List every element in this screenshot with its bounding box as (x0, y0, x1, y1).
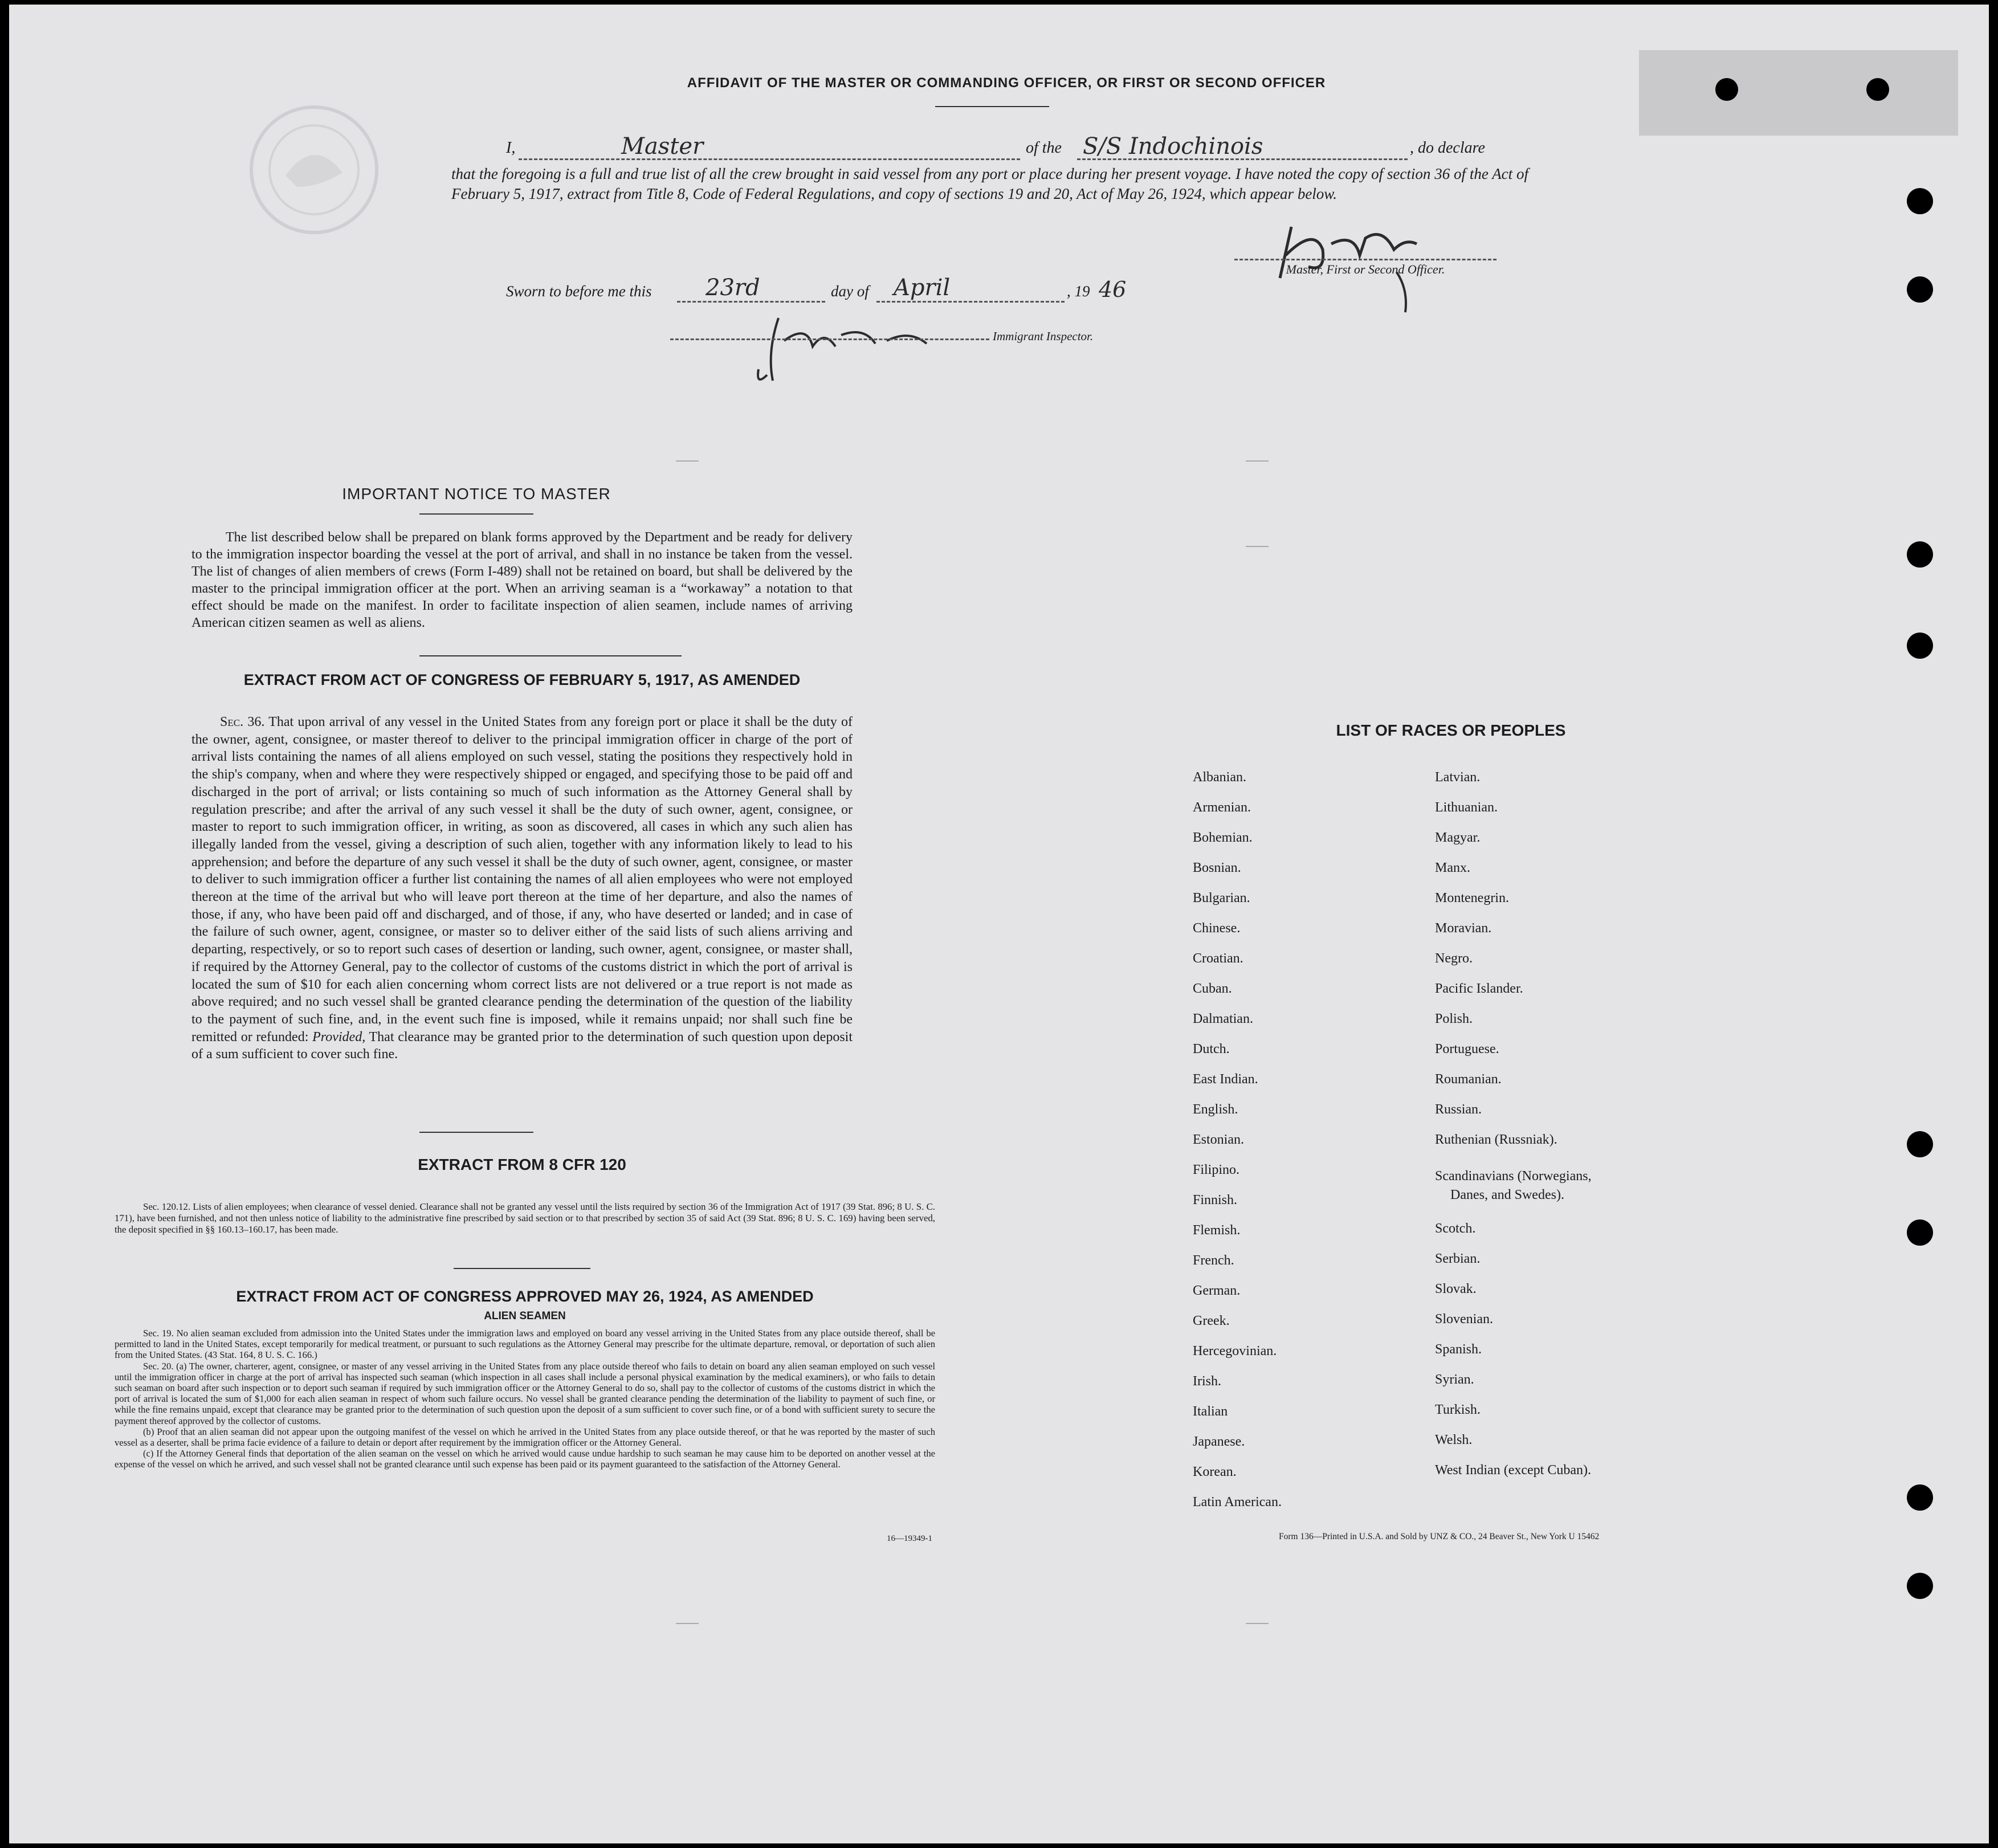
extract-1924-heading: EXTRACT FROM ACT OF CONGRESS APPROVED MAY 26, 1924, AS AMENDED (236, 1288, 814, 1305)
punch-hole (1907, 188, 1933, 214)
race-entry: Dutch. (1193, 1042, 1230, 1056)
stray-mark (676, 460, 699, 462)
race-entry: French. (1193, 1253, 1234, 1268)
race-entry: West Indian (except Cuban). (1435, 1463, 1591, 1478)
vessel-name-field (1077, 133, 1408, 160)
sec-20a-text: Sec. 20. (a) The owner, charterer, agent, consignee, or master of any vessel arriving in the United States from any place outside thereof who fails to detain on board any alien seaman employed on such vessel until the immigration officer in charge at the port of arrival has inspected such seaman (which inspection in all cases shall include a personal physical examination by the medical examiners), or who fails to detain such seaman on board after such inspection or to deport such seaman if required by such immigration officer or the Attorney General to do so, shall pay to the collector of customs of the customs district in which the port of arrival is located the sum of $1,000 for each alien seaman in respect of whom such failure occurs. No vessel shall be granted clearance pending the determination of the liability to payment of such fine, or while the fine remains unpaid, except that clearance may be granted prior to the determination of such question upon the deposit of a sum sufficient to cover such fine, or of a bond with sufficient surety to secure the payment thereof approved by the collector of customs. (115, 1360, 935, 1426)
stray-mark (676, 1623, 699, 1624)
sec-36-label: Sec. 36. (220, 715, 265, 729)
sec-36-text: That upon arrival of any vessel in the United States from any foreign port or place it shall be the duty of the owner, agent, consignee, or master thereof to deliver to the principal immigration officer in charge of the port of arrival lists containing the names of all aliens employed on such vessel, stating the positions they respectively hold in the ship's company, when and where they were respectively shipped or engaged, and specifying those to be paid off and discharged in the port of arrival; or lists containing so much of such information as the Attorney General shall by regulation prescribe; and after the arrival of any such vessel it shall be the duty of such owner, agent, consignee, or master to report to such immigration officer, in writing, as soon as discovered, all cases in which any such alien has illegally landed from the vessel, giving a description of such alien, together with any information likely to lead to his apprehension; and before the departure of any such vessel it shall be the duty of such owner, agent, consignee, or master to deliver to such immigration officer a further list containing the names of all alien employees who were not employed thereon at the time of the arrival but who will leave port thereon at the time of her departure, and also the names of those, if any, who have been paid off and discharged, and of those, if any, who have deserted or landed; and in case of the failure of such owner, agent, consignee, or master so to deliver either of the said lists of such aliens arriving and departing, respectively, or so to report such cases of desertion or landing, such owner, agent, consignee, or master shall, if required by the Attorney General, pay to the collector of customs of the customs district in which the port of arrival is located the sum of $10 for each alien concerning whom correct lists are not delivered or a true report is not made as above required; and no such vessel shall be granted clearance pending the determination of the question of the liability to the payment of such fine, and, in the event such fine is imposed, while it remains unpaid; nor shall such fine be remitted or refunded: (191, 715, 853, 1045)
vessel-name-value: S/S Indochinois (1083, 133, 1263, 160)
declaration-body: that the foregoing is a full and true list of all the crew brought in said vessel from any port or place during her present voyage. I have noted the copy of section 36 of the Act of February 5, 1917, extract from Title 8, Code of Federal Regulations, and copy of sections 19 and 20, Act of May 26, 1924, which appear below. (451, 165, 1528, 202)
sworn-day-value: 23rd (706, 275, 760, 301)
punch-hole (1866, 78, 1889, 101)
race-entry: Scotch. (1435, 1221, 1476, 1236)
punch-hole (1907, 1219, 1933, 1246)
race-entry: Manx. (1435, 860, 1470, 875)
affidavit-title: AFFIDAVIT OF THE MASTER OR COMMANDING OFFICER, OR FIRST OR SECOND OFFICER (687, 75, 1326, 91)
race-entry: Filipino. (1193, 1162, 1240, 1177)
extract-1917-body (191, 713, 853, 1063)
extract-1917-end-rule (419, 1132, 533, 1133)
sec-20c-text: (c) If the Attorney General finds that deportation of the alien seaman on the vessel on which he arrived would cause undue hardship to such seaman he may cause him to be deported on another vessel at the expense of the vessel on which he arrived, and such vessel shall not be granted clearance until such expense has been paid or its payment guaranteed to the satisfaction of the Attorney General. (115, 1448, 935, 1470)
sworn-year-value: 46 (1099, 277, 1127, 302)
cfr-end-rule (454, 1268, 590, 1269)
punch-hole (1715, 78, 1738, 101)
race-entry: Latin American. (1193, 1495, 1282, 1510)
race-entry: Bohemian. (1193, 830, 1253, 845)
sec-19-text: Sec. 19. No alien seaman excluded from admission into the United States under the immigration laws and employed on board any vessel arriving in the United States from any place outside thereof, shall be permitted to land in the United States, except temporarily for medical treatment, or pursuant to such regulations as the Attorney General may prescribe for the ultimate departure, removal, or deportation of such alien from the United States. (43 Stat. 164, 8 U. S. C. 166.) (115, 1328, 935, 1361)
race-entry: Pacific Islander. (1435, 981, 1523, 996)
notice-rule (419, 513, 533, 515)
race-entry: Irish. (1193, 1374, 1221, 1389)
stray-mark (1246, 1623, 1269, 1624)
race-entry: Roumanian. (1435, 1072, 1502, 1087)
day-of-label: day of (831, 283, 869, 300)
race-entry: Lithuanian. (1435, 800, 1498, 815)
stray-mark (1246, 546, 1269, 547)
race-entry: Negro. (1435, 951, 1473, 966)
tape-remnant (1639, 50, 1958, 136)
master-name-value: Master (621, 133, 704, 160)
scandinavians-entry (1435, 1167, 1731, 1205)
race-entry: Slovenian. (1435, 1312, 1493, 1327)
punch-hole (1907, 276, 1933, 303)
cfr-body: Sec. 120.12. Lists of alien employees; when clearance of vessel denied. Clearance shall not be granted any vessel until the lists required by section 36 of the Immigration Act of 1917 (39 Stat. 896; 8 U. S. C. 171), have been furnished, and not then unless notice of liability to the administrative fine prescribed by said section or to that prescribed by section 35 of said Act (39 Stat. 896; 8 U. S. C. 169) having been served, the deposit specified in §§ 160.13–160.17, has been made. (115, 1201, 935, 1235)
race-entry: Estonian. (1193, 1132, 1244, 1147)
master-signature-line (1234, 258, 1497, 260)
race-entry: Serbian. (1435, 1251, 1481, 1266)
notice-end-rule (419, 655, 682, 656)
race-entry: Moravian. (1435, 921, 1492, 936)
scandinavians-line-2: Danes, and Swedes). (1450, 1188, 1564, 1202)
race-entry: Turkish. (1435, 1402, 1481, 1417)
race-entry: Italian (1193, 1404, 1228, 1419)
race-entry: Portuguese. (1435, 1042, 1499, 1056)
race-entry: East Indian. (1193, 1072, 1258, 1087)
races-right-bottom-column (1435, 1214, 1731, 1486)
sworn-line (506, 275, 1247, 311)
race-entry: Chinese. (1193, 921, 1241, 936)
race-entry: Hercegovinian. (1193, 1344, 1277, 1359)
embossed-seal (246, 101, 382, 238)
extract-1917-heading: EXTRACT FROM ACT OF CONGRESS OF FEBRUARY 5, 1917, AS AMENDED (243, 671, 801, 688)
race-entry: Greek. (1193, 1313, 1230, 1328)
title-rule (935, 106, 1049, 107)
race-entry: Bosnian. (1193, 860, 1241, 875)
sworn-month-value: April (894, 275, 951, 301)
race-entry: Latvian. (1435, 770, 1481, 785)
notice-heading: IMPORTANT NOTICE TO MASTER (342, 485, 611, 503)
race-entry: Polish. (1435, 1011, 1473, 1026)
sworn-day-field (677, 275, 825, 303)
race-entry: Flemish. (1193, 1223, 1241, 1238)
sworn-month-field (876, 275, 1065, 303)
master-name-field (519, 133, 1020, 160)
race-entry: Spanish. (1435, 1342, 1482, 1357)
races-heading: LIST OF RACES OR PEOPLES (1336, 721, 1566, 739)
race-entry: Dalmatian. (1193, 1011, 1253, 1026)
race-entry: Armenian. (1193, 800, 1251, 815)
punch-hole (1907, 633, 1933, 659)
printer-footer: Form 136—Printed in U.S.A. and Sold by UNZ & CO., 24 Beaver St., New York U 15462 (1279, 1532, 1600, 1541)
races-right-column (1435, 762, 1731, 1155)
i-label: I, (506, 139, 516, 157)
master-signature-caption: Master, First or Second Officer. (1286, 262, 1445, 276)
cfr-heading: EXTRACT FROM 8 CFR 120 (418, 1156, 626, 1173)
alien-seamen-subheading: ALIEN SEAMEN (484, 1310, 566, 1322)
provided-text: That clearance may be granted prior to the determination of such question upon deposit of a sum sufficient to cover such fine. (191, 1029, 853, 1062)
race-entry: Japanese. (1193, 1434, 1245, 1449)
document-page (9, 5, 1989, 1843)
inspector-caption: Immigrant Inspector. (993, 329, 1094, 343)
punch-hole (1907, 1573, 1933, 1599)
race-entry: Cuban. (1193, 981, 1232, 996)
scandinavians-line-1: Scandinavians (Norwegians, (1435, 1169, 1592, 1184)
extract-1924-body (115, 1328, 935, 1470)
declaration-line (506, 133, 1532, 164)
notice-body: The list described below shall be prepared on blank forms approved by the Department and be ready for delivery to the immigration inspector boarding the vessel at the port of arrival, and shall in no instance be taken from the vessel. The list of changes of alien members of crews (Form I-489) shall not be retained on board, but shall be delivered by the master to the principal immigration officer at the port. When an arriving seaman is a “workaway” a notation to that effect should be made on the manifest. In order to facilitate inspection of alien seamen, include names of arriving American citizen seamen as well as aliens. (191, 530, 853, 630)
race-entry: Magyar. (1435, 830, 1481, 845)
race-entry: Albanian. (1193, 770, 1246, 785)
race-entry: Montenegrin. (1435, 891, 1509, 905)
punch-hole (1907, 541, 1933, 568)
year-prefix: , 19 (1067, 283, 1090, 300)
race-entry: Croatian. (1193, 951, 1243, 966)
stray-mark (1246, 460, 1269, 462)
sworn-label: Sworn to before me this (506, 283, 652, 300)
race-entry: Korean. (1193, 1464, 1237, 1479)
form-code: 16—19349-1 (887, 1534, 932, 1543)
race-entry: Bulgarian. (1193, 891, 1250, 905)
race-entry: Russian. (1435, 1102, 1482, 1117)
of-the-label: of the (1026, 139, 1062, 157)
inspector-signature-line (670, 337, 989, 340)
punch-hole (1907, 1484, 1933, 1511)
punch-hole (1907, 1131, 1933, 1157)
races-left-column (1193, 762, 1398, 1517)
provided-word: Provided, (312, 1029, 366, 1045)
sec-20b-text: (b) Proof that an alien seaman did not appear upon the outgoing manifest of the vessel on which he arrived in the United States from any place outside thereof, or that he was reported by the master of such vessel as a deserter, shall be prima facie evidence of a failure to detain or deport after requirement by the immigration officer or the Attorney General. (115, 1426, 935, 1449)
inspector-signature (744, 312, 995, 392)
race-entry: English. (1193, 1102, 1238, 1117)
master-signature (1269, 204, 1462, 318)
race-entry: Syrian. (1435, 1372, 1474, 1387)
race-entry: Welsh. (1435, 1433, 1473, 1447)
race-entry: Ruthenian (Russniak). (1435, 1132, 1557, 1147)
race-entry: German. (1193, 1283, 1241, 1298)
race-entry: Finnish. (1193, 1193, 1238, 1207)
race-entry: Slovak. (1435, 1282, 1477, 1296)
do-declare-label: , do declare (1410, 139, 1485, 157)
